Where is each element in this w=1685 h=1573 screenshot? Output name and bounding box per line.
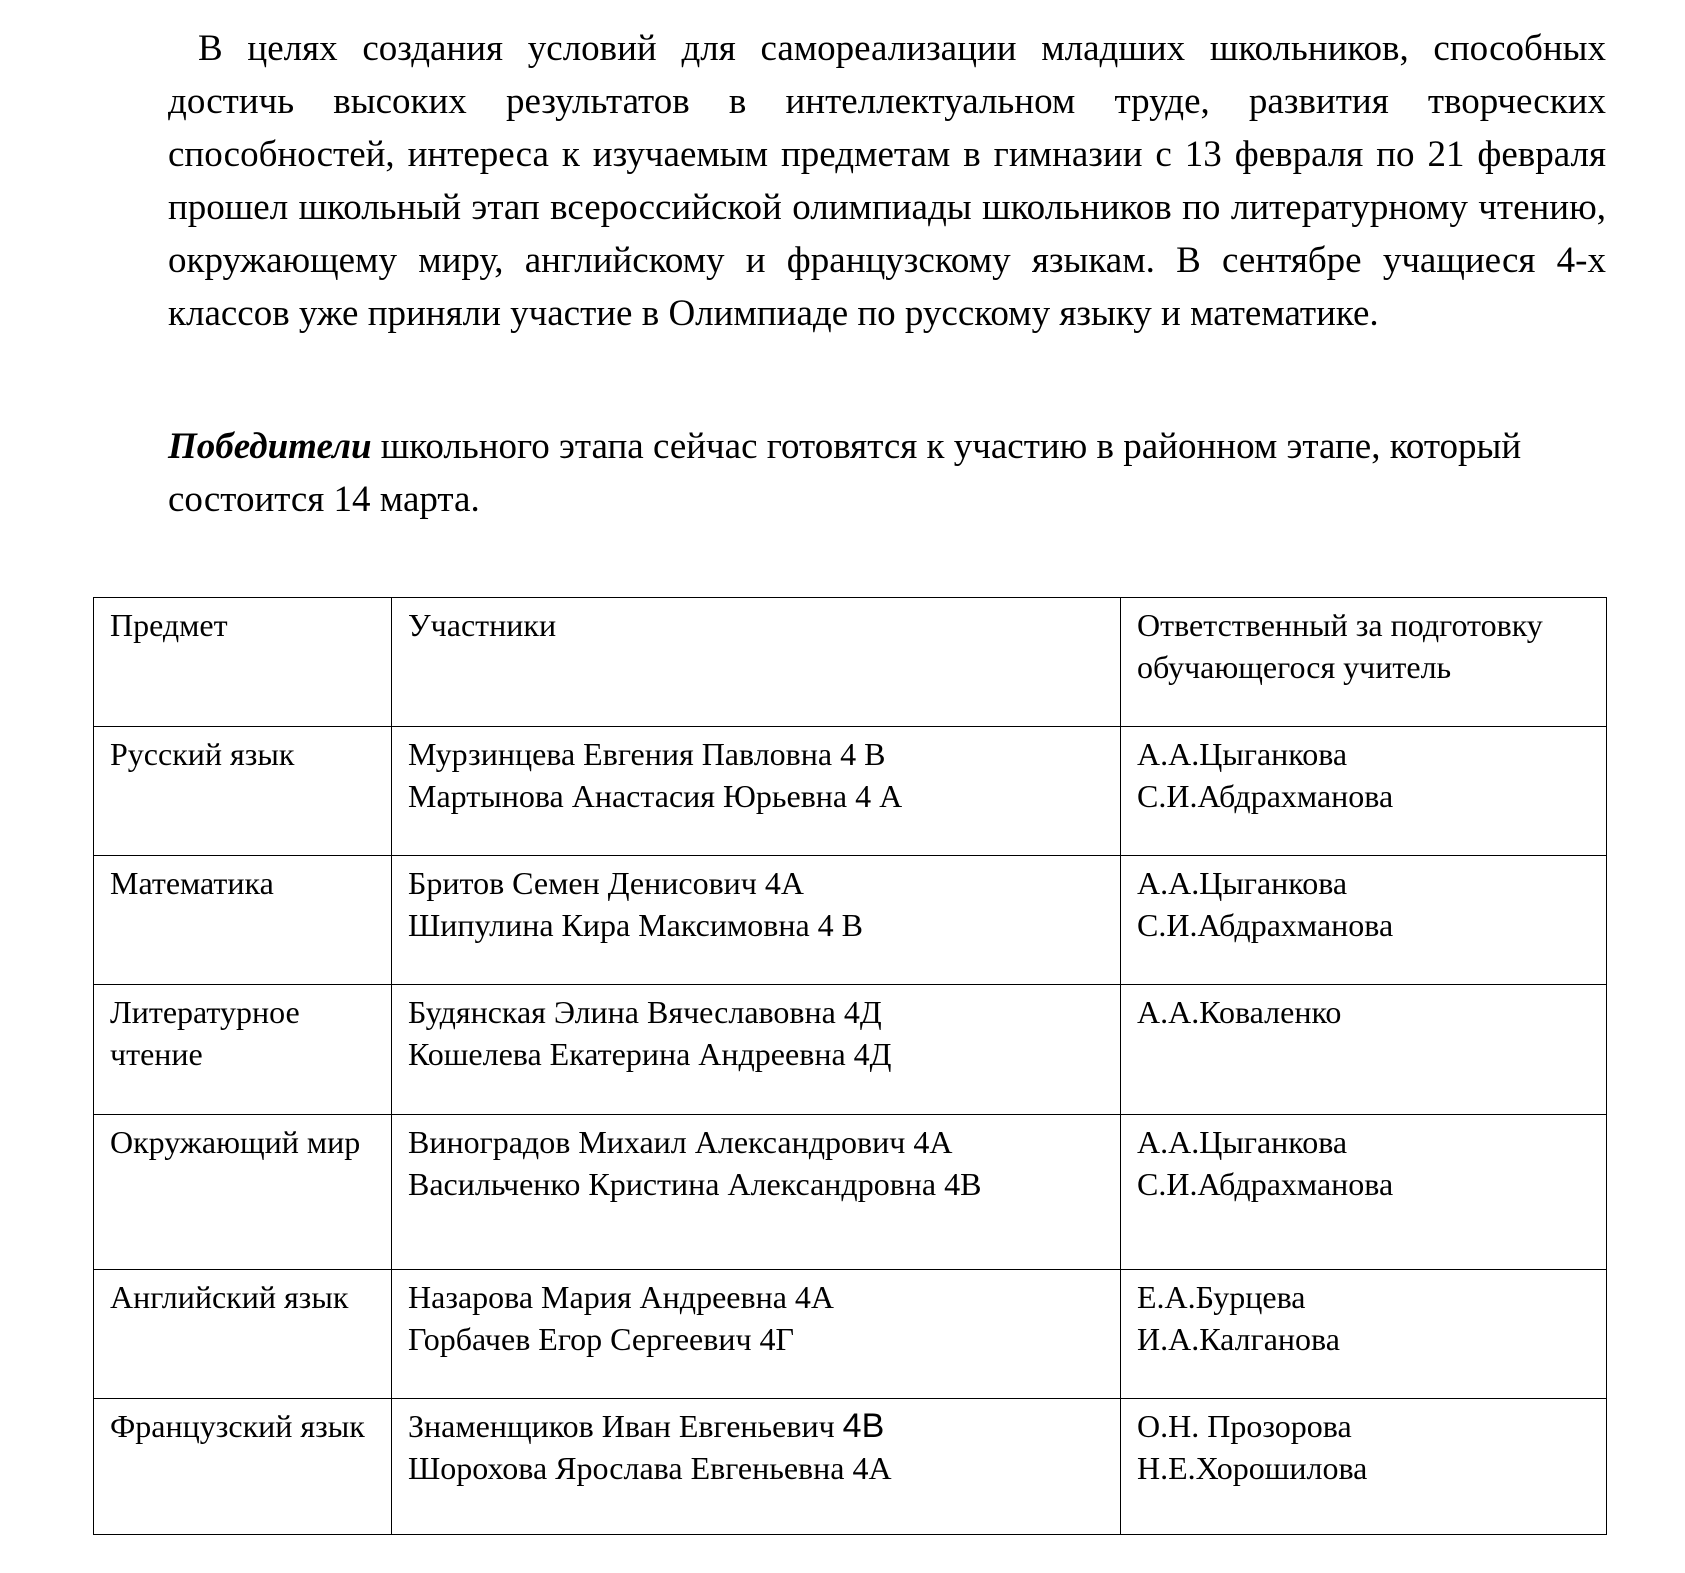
participant: Шорохова Ярослава Евгеньевна 4А (408, 1450, 892, 1486)
winners-lead: Победители (168, 426, 372, 467)
participant (408, 1405, 1104, 1447)
participant-class: 4В (842, 1407, 885, 1445)
teacher-cell (1121, 1270, 1607, 1399)
table-row (94, 727, 1607, 856)
participants-cell (392, 1270, 1121, 1399)
table-row (94, 1399, 1607, 1535)
teacher-cell (1121, 727, 1607, 856)
intro-paragraph: В целях создания условий для самореализации младших школьников, способных достичь высоких результатов в интеллектуальном труде, развития творческих способностей, интереса к изучаемым предметам в гимназии с 13 февраля по 21 февраля прошел школьный этап всероссийской олимпиады школьников по литературному чтению, окружающему миру, английскому и французскому языкам. В сентябре учащиеся 4-х классов уже приняли участие в Олимпиаде по русскому языку и математике. (168, 28, 1606, 334)
teacher: А.А.Коваленко (1137, 994, 1342, 1030)
teacher-cell (1121, 856, 1607, 985)
teacher: С.И.Абдрахманова (1137, 1166, 1394, 1202)
teacher: А.А.Цыганкова (1137, 865, 1348, 901)
subject-cell: Окружающий мир (94, 1115, 392, 1270)
teacher: А.А.Цыганкова (1137, 1124, 1348, 1160)
participants-cell (392, 856, 1121, 985)
participant: Будянская Элина Вячеславовна 4Д (408, 994, 882, 1030)
participant: Шипулина Кира Максимовна 4 В (408, 907, 863, 943)
table-row (94, 985, 1607, 1115)
header-teacher: Ответственный за подготовку обучающегося учитель (1121, 598, 1607, 727)
subject-cell: Французский язык (94, 1399, 392, 1535)
header-participants: Участники (392, 598, 1121, 727)
teacher-cell (1121, 1115, 1607, 1270)
participant-name: Знаменщиков Иван Евгеньевич (408, 1408, 843, 1444)
teacher: Е.А.Бурцева (1137, 1279, 1306, 1315)
teacher-cell (1121, 1399, 1607, 1535)
teacher-cell (1121, 985, 1607, 1115)
teacher: С.И.Абдрахманова (1137, 907, 1394, 943)
results-table (93, 597, 1607, 1535)
table-row (94, 1115, 1607, 1270)
participant: Горбачев Егор Сергеевич 4Г (408, 1321, 795, 1357)
table-row (94, 856, 1607, 985)
participant: Мартынова Анастасия Юрьевна 4 А (408, 778, 903, 814)
subject-cell: Английский язык (94, 1270, 392, 1399)
participants-cell (392, 1115, 1121, 1270)
participant: Мурзинцева Евгения Павловна 4 В (408, 736, 886, 772)
teacher: О.Н. Прозорова (1137, 1408, 1352, 1444)
participant: Бритов Семен Денисович 4А (408, 865, 804, 901)
participant: Васильченко Кристина Александровна 4В (408, 1166, 982, 1202)
participants-cell (392, 985, 1121, 1115)
table-header-row (94, 598, 1607, 727)
subject-cell: Математика (94, 856, 392, 985)
participants-cell (392, 727, 1121, 856)
header-subject: Предмет (94, 598, 392, 727)
participant: Кошелева Екатерина Андреевна 4Д (408, 1036, 892, 1072)
table-row (94, 1270, 1607, 1399)
subject-cell: Литературное чтение (94, 985, 392, 1115)
teacher: Н.Е.Хорошилова (1137, 1450, 1368, 1486)
subject-cell: Русский язык (94, 727, 392, 856)
participants-cell (392, 1399, 1121, 1535)
teacher: И.А.Калганова (1137, 1321, 1340, 1357)
winners-paragraph (168, 420, 1606, 526)
winners-text: школьного этапа сейчас готовятся к участию в районном этапе, который состоится 14 марта. (168, 426, 1522, 520)
teacher: С.И.Абдрахманова (1137, 778, 1394, 814)
participant: Назарова Мария Андреевна 4А (408, 1279, 835, 1315)
participant: Виноградов Михаил Александрович 4А (408, 1124, 953, 1160)
teacher: А.А.Цыганкова (1137, 736, 1348, 772)
